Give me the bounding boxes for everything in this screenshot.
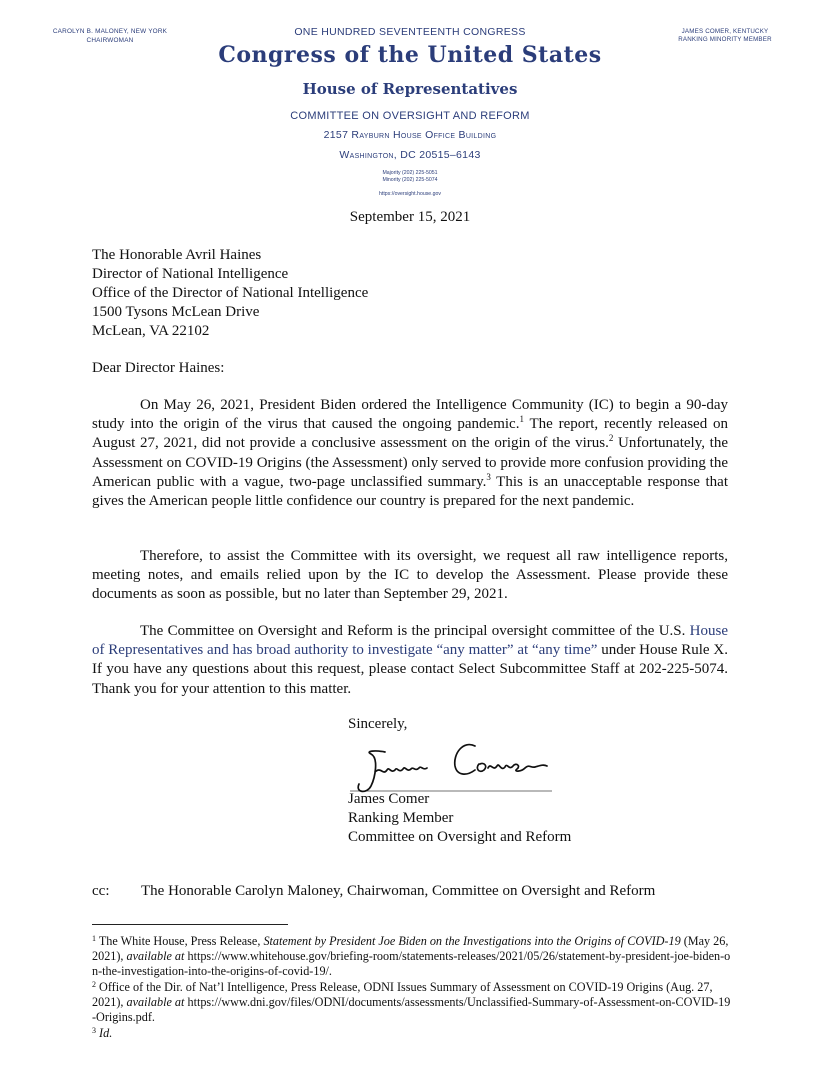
footnote-1-text-a: The White House, Press Release, — [96, 934, 264, 948]
office-city: Washington, DC 20515–6143 — [339, 149, 481, 161]
footnote-ref-1: 1 — [519, 414, 524, 425]
letterhead-house: House of Representatives — [302, 80, 518, 98]
website-link[interactable]: https://oversight.house.gov — [379, 191, 441, 197]
letterhead-title: Congress of the United States — [218, 42, 602, 68]
recipient-line: Director of National Intelligence — [92, 266, 289, 282]
recipient-line: McLean, VA 22102 — [92, 323, 210, 339]
footnote-1-title: Statement by President Joe Biden on the Investigations into the Origins of COVID-19 — [263, 934, 681, 948]
chairwoman-name: CAROLYN B. MALONEY, NEW YORK — [52, 28, 168, 35]
footnote-1-url[interactable]: https://www.whitehouse.gov/briefing-room/statements-releases/2021/05/26/statement-by-president-joe-biden-on-the-investigation-into-the-origins-of-covid-19/. — [92, 949, 731, 978]
minority-phone: Minority (202) 225-5074 — [382, 177, 438, 183]
ranking-member-title: RANKING MINORITY MEMBER — [678, 36, 772, 43]
footnote-divider — [92, 924, 288, 925]
signer-name: James Comer — [348, 791, 430, 807]
footnote-3-number: 3 — [92, 1026, 96, 1035]
majority-phone: Majority (202) 225-5051 — [382, 170, 438, 176]
footnote-3-text: Id. — [99, 1026, 113, 1040]
footnote-2-number: 2 — [92, 980, 96, 989]
footnote-2-available: available at — [126, 995, 185, 1009]
closing: Sincerely, — [348, 716, 408, 732]
recipient-line: Office of the Director of National Intelligence — [92, 285, 369, 301]
body-paragraph-3 — [92, 622, 728, 699]
p1-text-b: The report, recently released on August 27, 2021, did not provide a conclusive assessment on the origin of the virus. — [92, 416, 728, 452]
chairwoman-title: CHAIRWOMAN — [86, 37, 134, 44]
footnote-3 — [92, 1026, 732, 1041]
p1-text-c: Unfortunately, the Assessment on COVID-19 Origins (the Assessment) only served to provide more confusion providing the American public with a vague, two-page unclassified summary. — [92, 435, 728, 490]
ranking-member-name: JAMES COMER, KENTUCKY — [681, 28, 769, 35]
p3-text-a: The Committee on Oversight and Reform is the principal oversight committee of the U.S. — [140, 623, 690, 639]
footnote-1-available: available at — [126, 949, 185, 963]
recipient-line: 1500 Tysons McLean Drive — [92, 304, 260, 320]
salutation: Dear Director Haines: — [92, 360, 225, 376]
body-paragraph-2: Therefore, to assist the Committee with its oversight, we request all raw intelligence reports, meeting notes, and emails relied upon by the IC to develop the Assessment. Please provide these documents as soon as possible, but no later than September 29, 2021. — [92, 548, 728, 603]
footnote-1 — [92, 934, 732, 979]
p1-text-d: This is an unacceptable response that gives the American people little confidence our country is prepared for the next pandemic. — [92, 473, 728, 510]
p3-text-b: House of Representatives and has broad authority to investigate “any matter” at “any time” — [92, 623, 728, 659]
footnote-2-url[interactable]: https://www.dni.gov/files/ODNI/documents/assessments/Unclassified-Summary-of-Assessment-on-COVID-19-Origins.pdf. — [92, 995, 731, 1024]
footnote-2 — [92, 980, 732, 1025]
cc-recipient: The Honorable Carolyn Maloney, Chairwoman, Committee on Oversight and Reform — [141, 883, 656, 899]
footnote-2-text-a: Office of the Dir. of Nat’l Intelligence, Press Release, ODNI Issues Summary of Assessment on COVID-19 Origins (Aug. 27, 2021), — [92, 980, 713, 1009]
congress-number: ONE HUNDRED SEVENTEENTH CONGRESS — [294, 26, 526, 38]
footnote-1-text-b: (May 26, 2021), — [92, 934, 729, 963]
p1-text-a: On May 26, 2021, President Biden ordered the Intelligence Community (IC) to begin a 90-day study into the origin of the virus that caused the ongoing pandemic. — [92, 397, 728, 433]
body-paragraph-1 — [92, 396, 728, 511]
office-address: 2157 Rayburn House Office Building — [323, 129, 497, 141]
signer-title: Ranking Member — [348, 810, 454, 826]
footnote-ref-3: 3 — [486, 471, 491, 482]
letter-date: September 15, 2021 — [349, 209, 471, 225]
committee-name: COMMITTEE ON OVERSIGHT AND REFORM — [290, 110, 530, 122]
signer-committee: Committee on Oversight and Reform — [348, 829, 572, 845]
p3-text-c: under House Rule X. If you have any questions about this request, please contact Select Subcommittee Staff at 202-225-5074. Thank you for your attention to this matter. — [92, 642, 728, 697]
cc-label: cc: — [92, 883, 110, 899]
recipient-line: The Honorable Avril Haines — [92, 247, 262, 263]
footnote-1-number: 1 — [92, 934, 96, 943]
footnote-ref-2: 2 — [608, 433, 614, 444]
